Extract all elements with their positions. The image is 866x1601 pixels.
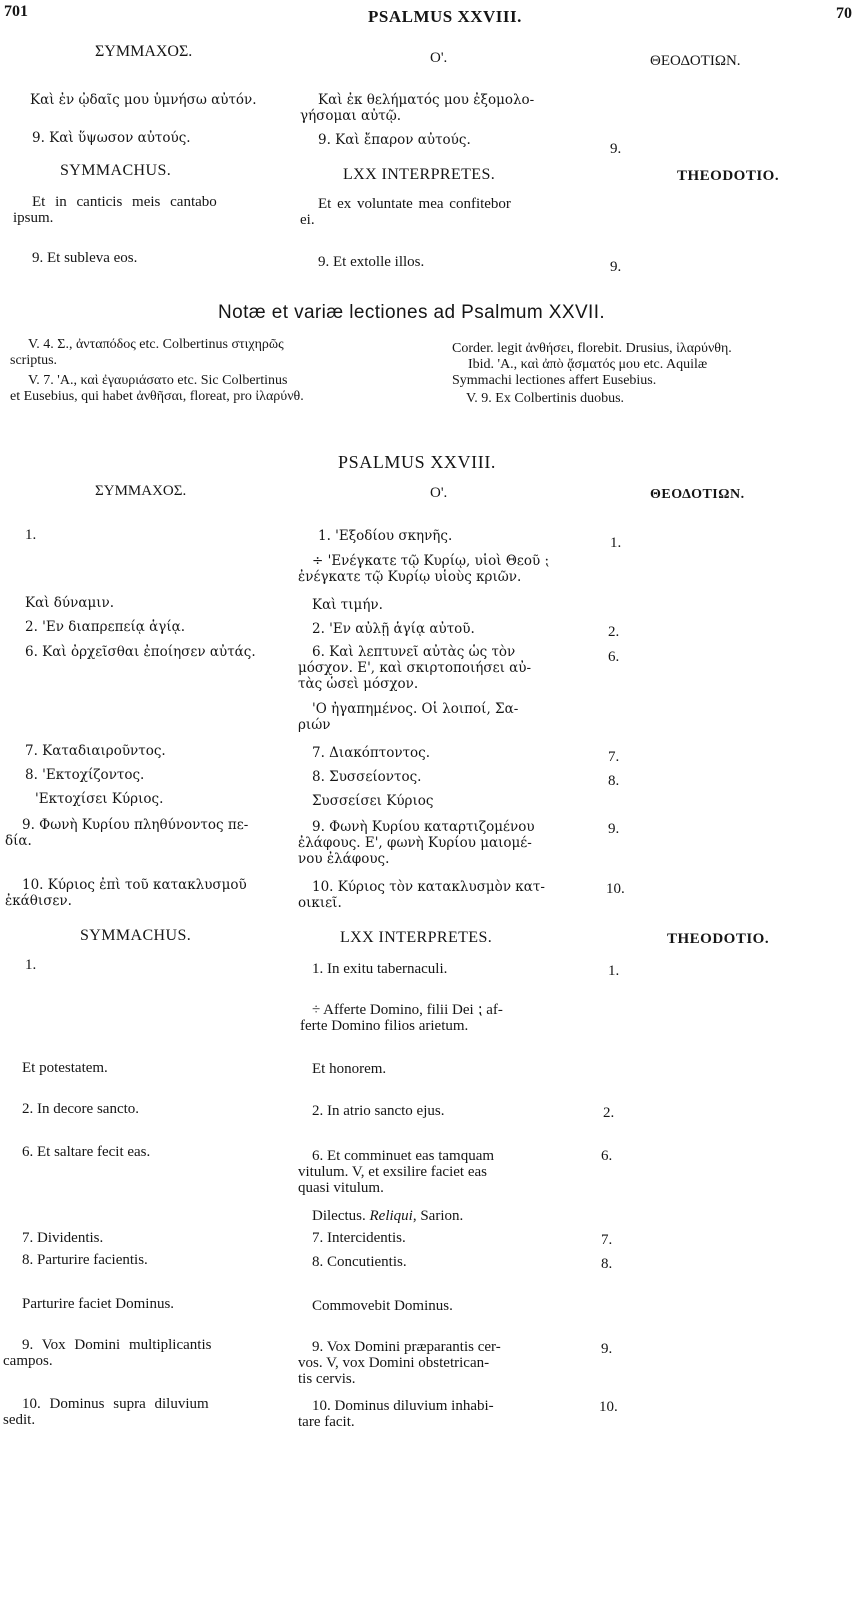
header-theodotio: THEODOTIO. (677, 168, 780, 184)
p28-l-l10b: tare facit. (298, 1414, 355, 1430)
page-number-right: 70 (836, 5, 852, 22)
p28-g-l10b: οικιεῖ. (298, 895, 342, 911)
p28-l-s2: 2. In decore sancto. (22, 1101, 140, 1117)
p28-g-l7: 7. Διακόπτοντος. (312, 745, 431, 761)
p28-l-l6a: 6. Et comminuet eas tamquam (312, 1148, 495, 1164)
note-left-2: scriptus. (10, 353, 58, 368)
p28-l-s9a: 9. Vox Domini multiplicantis (22, 1337, 212, 1353)
p28-g-s8b: 'Εκτοχίσει Κύριος. (35, 791, 164, 807)
p28-l-l8: 8. Concutientis. (312, 1254, 407, 1270)
p28-l-l-hon: Et honorem. (312, 1061, 387, 1077)
p28-g-s8: 8. 'Εκτοχίζοντος. (25, 767, 145, 783)
p28-g-l1b-b: ἐνέγκατε τῷ Κυρίῳ υἱοὺς κριῶν. (298, 569, 522, 585)
p28-g-t8: 8. (608, 773, 620, 789)
p28-g-s-dyn: Καὶ δύναμιν. (25, 595, 115, 611)
notes-title: Notæ et variæ lectiones ad Psalmum XXVII. (218, 302, 606, 323)
p28-g-s10a: 10. Κύριος ἐπὶ τοῦ κατακλυσμοῦ (22, 877, 247, 893)
p28-l-s-pot: Et potestatem. (22, 1060, 108, 1076)
psalm-title: PSALMUS XXVIII. (338, 452, 497, 472)
top-latin-sym-9: 9. Et subleva eos. (32, 250, 138, 266)
p28-header-symmachus: SYMMACHUS. (80, 927, 192, 944)
header-lxx: Ο'. (430, 50, 448, 66)
top-greek-lxx-1b: γήσομαι αὐτῷ. (300, 108, 402, 124)
p28-l-s8b: Parturire faciet Dominus. (22, 1296, 175, 1312)
top-greek-lxx-1a: Καὶ ἐκ θελήματός μου ἐξομολο- (318, 92, 535, 108)
top-latin-lxx-1b: ei. (300, 212, 315, 228)
p28-l-s9b: campos. (3, 1353, 53, 1369)
p28-l-t1: 1. (608, 963, 620, 979)
p28-l-s10b: sedit. (3, 1412, 36, 1428)
note-left-1: V. 4. Σ., ἀνταπόδος etc. Colbertinus στιχηρῶς (28, 337, 284, 352)
top-latin-lxx-1a: Et ex voluntate mea confitebor (318, 196, 511, 212)
top-latin-sym-1a: Et in canticis meis cantabo (32, 194, 217, 210)
p28-l-t7: 7. (601, 1232, 613, 1248)
note-right-4: V. 9. Ex Colbertinis duobus. (466, 391, 625, 406)
p28-g-l9a: 9. Φωνὴ Κυρίου καταρτιζομένου (312, 819, 535, 835)
p28-g-l9b: ἐλάφους. Ε', φωνὴ Κυρίου μαιομέ- (298, 835, 532, 851)
p28-g-t7: 7. (608, 749, 620, 765)
p28-g-s1: 1. (25, 527, 37, 543)
p28-l-l9a: 9. Vox Domini præparantis cer- (312, 1339, 501, 1355)
running-head: PSALMUS XXVIII. (368, 7, 522, 26)
note-right-3: Symmachi lectiones affert Eusebius. (452, 373, 657, 388)
p28-g-l10a: 10. Κύριος τὸν κατακλυσμὸν κατ- (312, 879, 545, 895)
p28-header-symmachos: ΣΥΜΜΑΧΟΣ. (95, 483, 187, 499)
p28-g-t2: 2. (608, 624, 620, 640)
p28-l-l10a: 10. Dominus diluvium inhabi- (312, 1398, 494, 1414)
top-greek-sym-1: Καὶ ἐν ᾠδαῖς μου ὑμνήσω αὐτόν. (30, 92, 257, 108)
top-latin-lxx-9: 9. Et extolle illos. (318, 254, 425, 270)
p28-header-lxx: Ο'. (430, 485, 448, 501)
p28-l-s7: 7. Dividentis. (22, 1230, 104, 1246)
p28-g-s10b: ἐκάθισεν. (5, 893, 72, 909)
p28-l-s10a: 10. Dominus supra diluvium (22, 1396, 209, 1412)
p28-g-l1: 1. 'Εξοδίου σκηνῆς. (318, 528, 453, 544)
p28-l-t6: 6. (601, 1148, 613, 1164)
p28-l-l1: 1. In exitu tabernaculi. (312, 961, 448, 977)
header-symmachus: SYMMACHUS. (60, 162, 172, 179)
p28-g-l1b-a: ÷ 'Ενέγκατε τῷ Κυρίῳ, υἱοὶ Θεοῦ ⁏ (312, 553, 550, 569)
p28-l-s1: 1. (25, 957, 37, 973)
p28-g-s9a: 9. Φωνὴ Κυρίου πληθύνοντος πε- (22, 817, 249, 833)
p28-g-l6c: τὰς ὡσεὶ μόσχον. (298, 676, 419, 692)
note-left-4: et Eusebius, qui habet ἀνθῆσαι, floreat, pro ἰλαρύνθ. (10, 389, 304, 404)
header-lxx-interpretes: LXX INTERPRETES. (343, 166, 496, 183)
top-greek-sym-9: 9. Καὶ ὕψωσον αὐτούς. (32, 130, 191, 146)
p28-header-lxx-interpretes: LXX INTERPRETES. (340, 929, 493, 946)
note-right-1: Corder. legit ἀνθήσει, florebit. Drusius, ἱλαρύνθη. (452, 341, 732, 356)
p28-g-s2: 2. 'Εν διαπρεπείᾳ ἁγίᾳ. (25, 619, 186, 635)
p28-g-t6: 6. (608, 649, 620, 665)
p28-l-t2: 2. (603, 1105, 615, 1121)
p28-header-theodotion: ΘΕΟΔΟΤΙΩΝ. (650, 487, 745, 502)
p28-l-l6b: vitulum. V, et exsilire faciet eas (298, 1164, 487, 1180)
p28-l-l1b-a: ÷ Afferte Domino, filii Dei ⁏ af- (312, 1002, 503, 1018)
p28-g-l8b: Συσσείσει Κύριος (312, 793, 434, 809)
top-greek-th-9: 9. (610, 141, 622, 157)
top-latin-sym-1b: ipsum. (13, 210, 54, 226)
note-right-2: Ibid. 'Α., καὶ ἀπὸ ᾄσματός μου etc. Aquilæ (468, 357, 708, 372)
p28-g-l9c: νου ἐλάφους. (298, 851, 390, 867)
p28-g-l2: 2. 'Εν αὐλῇ ἁγίᾳ αὐτοῦ. (312, 621, 475, 637)
p28-g-s9b: δία. (5, 833, 32, 849)
p28-l-s6: 6. Et saltare fecit eas. (22, 1144, 151, 1160)
p28-l-l6c: quasi vitulum. (298, 1180, 384, 1196)
p28-l-s8: 8. Parturire facientis. (22, 1252, 148, 1268)
header-theodotion: ΘΕΟΔΟΤΙΩΝ. (650, 53, 741, 69)
p28-l-l9b: vos. V, vox Domini obstetrican- (298, 1355, 490, 1371)
page-number-left: 701 (4, 3, 28, 20)
p28-g-l6a: 6. Καὶ λεπτυνεῖ αὐτὰς ὡς τὸν (312, 644, 516, 660)
p28-g-t10: 10. (606, 881, 625, 897)
p28-l-t8: 8. (601, 1256, 613, 1272)
p28-l-l2: 2. In atrio sancto ejus. (312, 1103, 445, 1119)
p28-g-l-ag-b: ριών (298, 717, 331, 733)
top-greek-lxx-9: 9. Καὶ ἔπαρον αὐτούς. (318, 132, 471, 148)
p28-l-t9: 9. (601, 1341, 613, 1357)
p28-g-l-tim: Καὶ τιμήν. (312, 597, 383, 613)
p28-g-t1: 1. (610, 535, 622, 551)
p28-l-l9c: tis cervis. (298, 1371, 356, 1387)
p28-g-l6b: μόσχον. Ε', καὶ σκιρτοποιήσει αὐ- (298, 660, 532, 676)
p28-g-l-ag-a: 'Ο ἠγαπημένος. Οἱ λοιποί, Σα- (312, 701, 519, 717)
p28-g-t9: 9. (608, 821, 620, 837)
p28-l-l1b-b: ferte Domino filios arietum. (300, 1018, 469, 1034)
p28-header-theodotio: THEODOTIO. (667, 931, 770, 947)
p28-g-s7: 7. Καταδιαιροῦντος. (25, 743, 166, 759)
p28-g-s6: 6. Καὶ ὀρχεῖσθαι ἐποίησεν αὐτάς. (25, 644, 256, 660)
p28-l-dilectus: Dilectus. Reliqui, Sarion. (312, 1208, 464, 1224)
p28-g-l8: 8. Συσσείοντος. (312, 769, 422, 785)
header-symmachos: ΣΥΜΜΑΧΟΣ. (95, 43, 193, 60)
note-left-3: V. 7. 'Α., καὶ ἐγαυριάσατο etc. Sic Colbertinus (28, 373, 288, 388)
top-latin-th-9: 9. (610, 259, 622, 275)
p28-l-l7: 7. Intercidentis. (312, 1230, 406, 1246)
p28-l-l8b: Commovebit Dominus. (312, 1298, 453, 1314)
p28-l-t10: 10. (599, 1399, 618, 1415)
